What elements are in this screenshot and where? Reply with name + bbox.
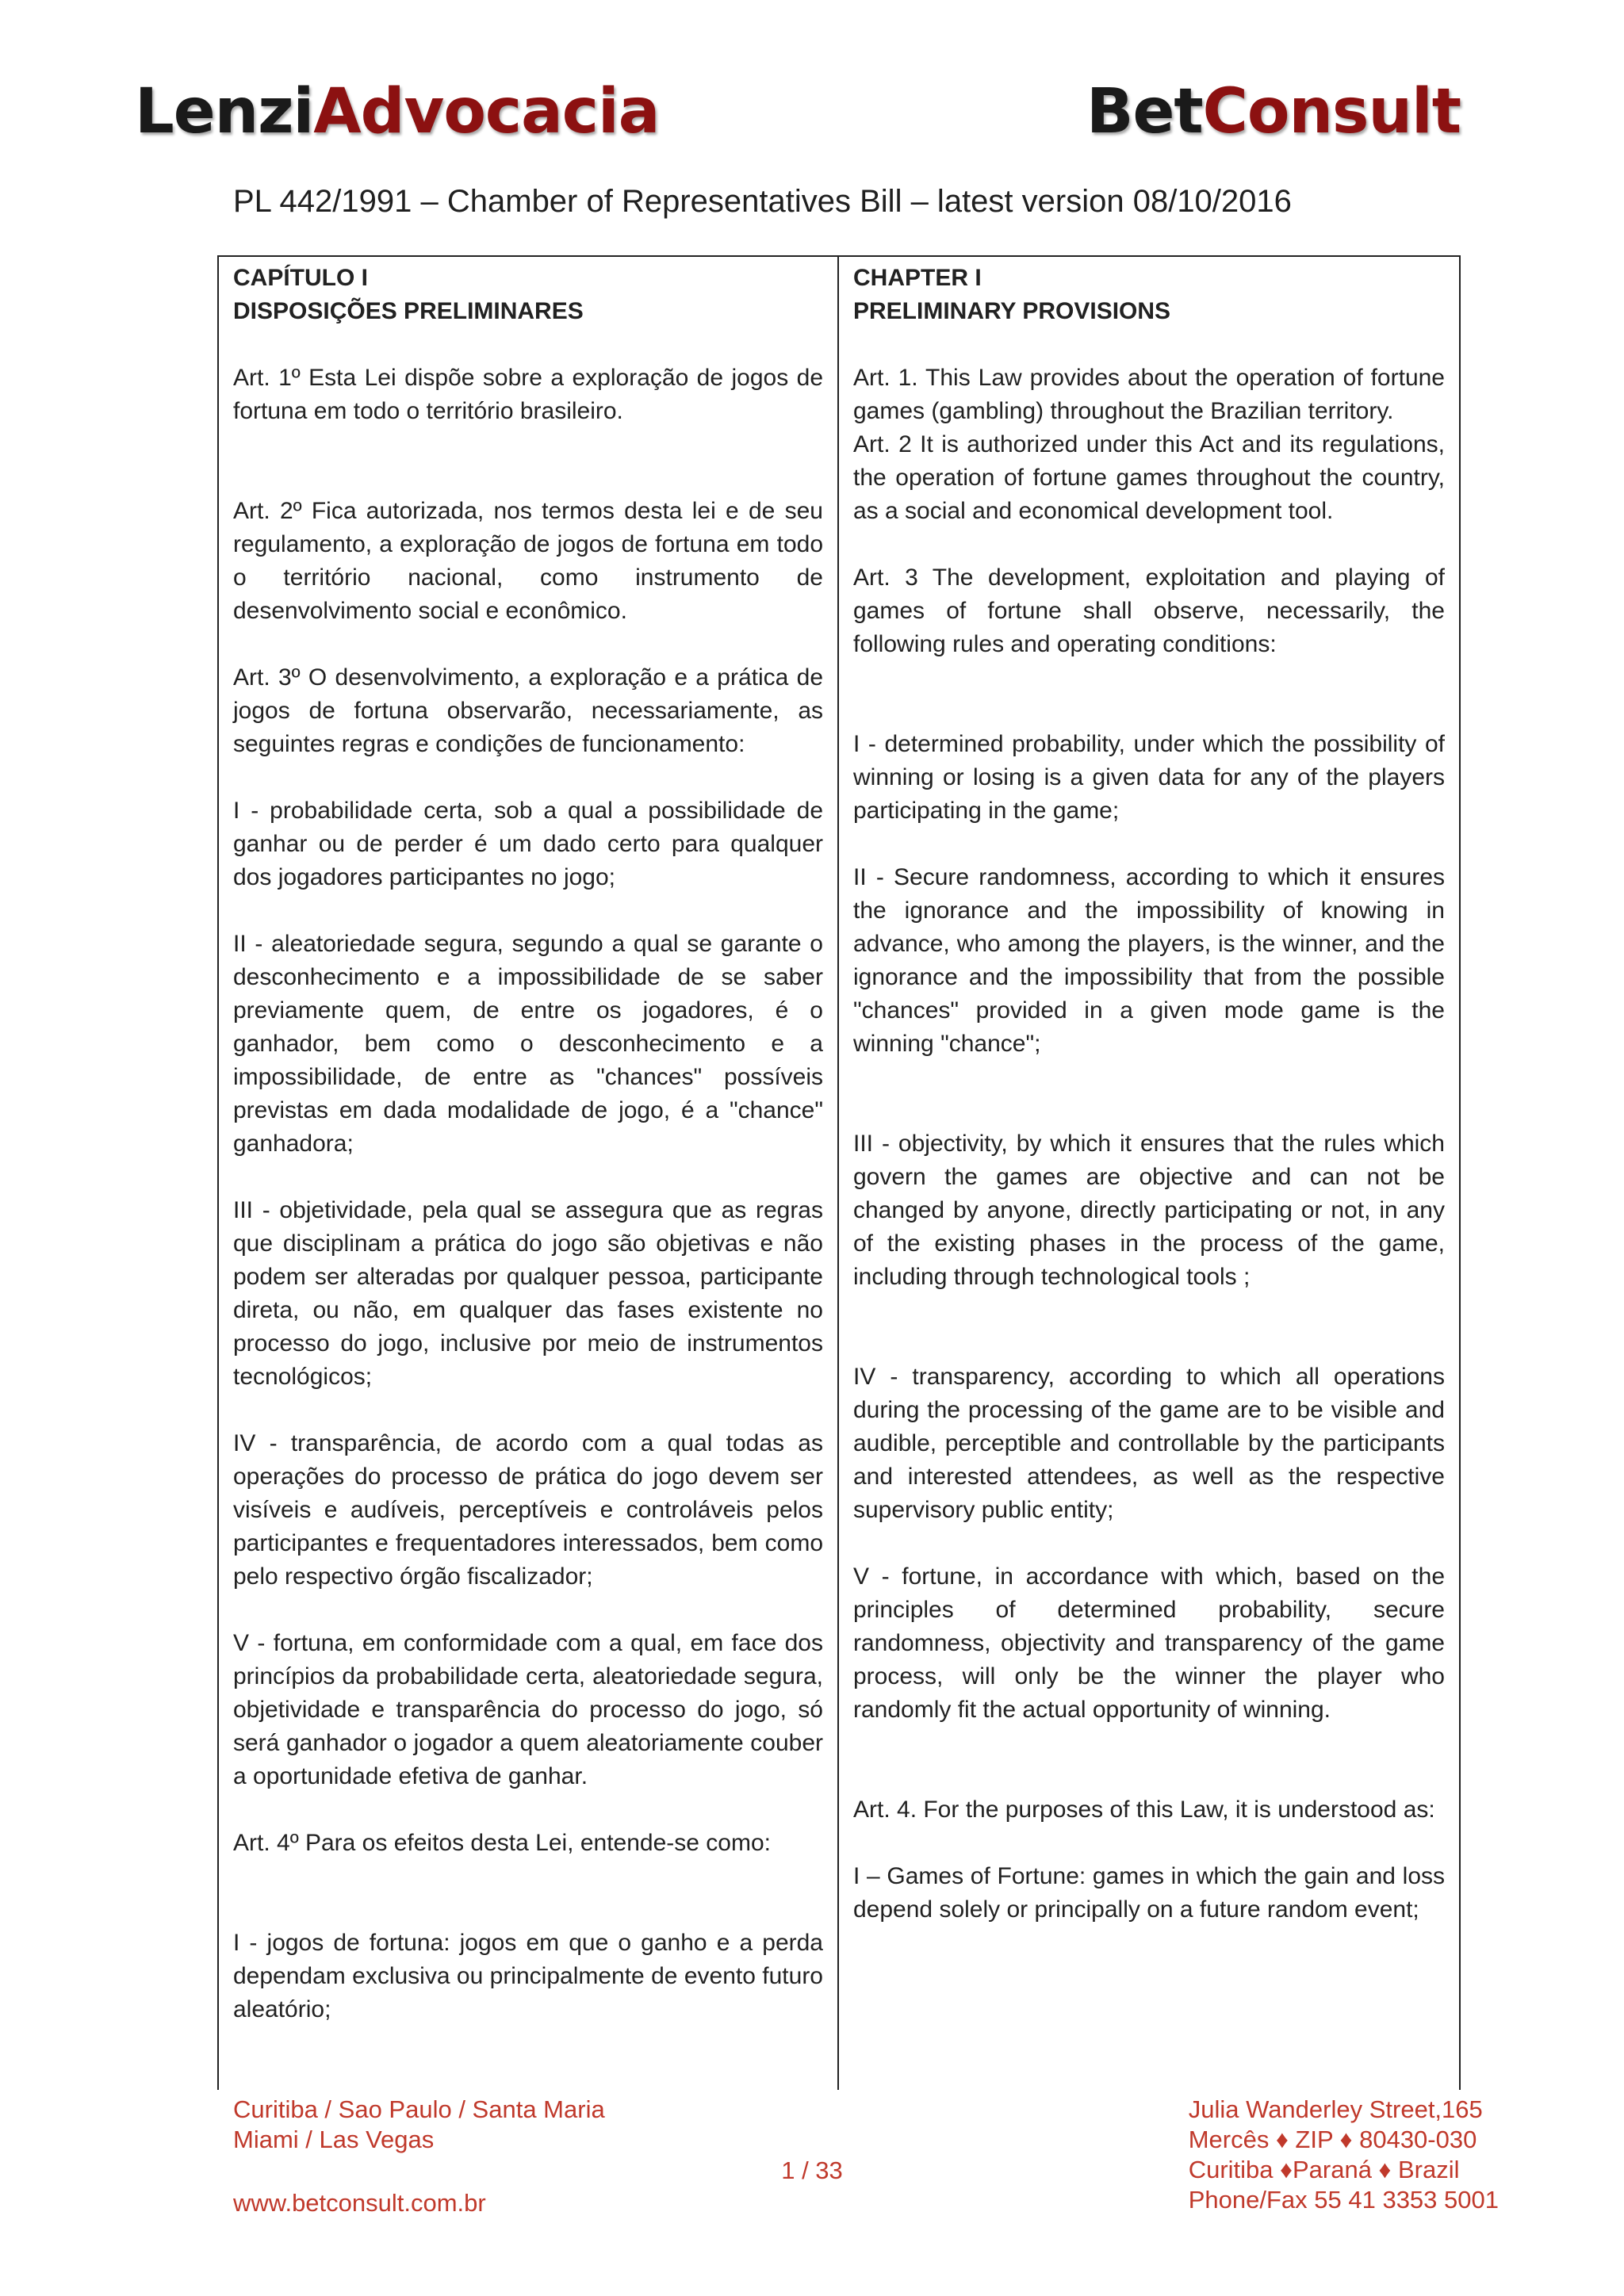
paragraph-item-ii: II - aleatoriedade segura, segundo a qual se garante o desconhecimento e a impossibilidade de se saber previamente quem, de entre os jogadores, é o ganhador, bem como o desconhecimento e a impossibilidade, de entre as "chances" possíveis previstas em dada modalidade de jogo, é a "chance" ganhadora; [233, 931, 823, 1157]
page-number: 1 / 33 [781, 2156, 843, 2184]
lenzi-advocacia-logo [135, 76, 659, 147]
logo-left-part2: Advocacia [313, 76, 660, 147]
website-link[interactable]: www.betconsult.com.br [233, 2189, 486, 2217]
chapter-subheading: DISPOSIÇÕES PRELIMINARES [233, 298, 584, 324]
footer-website[interactable] [233, 2188, 486, 2218]
paragraph-art-2: Art. 2º Fica autorizada, nos termos desta lei e de seu regulamento, a exploração de jogos de fortuna em todo o território nacional, como instrumento de desenvolvimento social e econômico. [233, 498, 823, 624]
address-line-2: Mercês ♦ ZIP ♦ 80430-030 [1188, 2126, 1477, 2153]
paragraph-art-4-item-i: I – Games of Fortune: games in which the gain and loss depend solely or principally on a future random event; [853, 1863, 1445, 1923]
footer-offices [233, 2095, 605, 2155]
paragraph-item-ii: II - Secure randomness, according to which it ensures the ignorance and the impossibility of knowing in advance, who among the players, is the winner, and the ignorance and the impossibility that from the possible "chances" provided in a given mode game is the winning "chance"; [853, 864, 1445, 1057]
paragraph-item-iv: IV - transparência, de acordo com a qual todas as operações do processo de prática do jogo devem ser visíveis e audíveis, perceptíveis e controláveis pelos participantes e frequentadores interessados, bem como pelo respectivo órgão fiscalizador; [233, 1430, 823, 1590]
bilingual-table [217, 255, 1461, 2090]
paragraph-item-i: I - probabilidade certa, sob a qual a possibilidade de ganhar ou de perder é um dado certo para qualquer dos jogadores participantes no jogo; [233, 798, 823, 890]
address-line-3: Curitiba ♦Paraná ♦ Brazil [1188, 2156, 1460, 2183]
paragraph-art-1: Art. 1º Esta Lei dispõe sobre a exploração de jogos de fortuna em todo o território brasileiro. [233, 365, 823, 424]
logo-right-part1: Bet [1086, 76, 1203, 147]
chapter-heading: CHAPTER I [853, 265, 982, 291]
footer-cities-line-2: Miami / Las Vegas [233, 2126, 435, 2153]
betconsult-logo [1086, 76, 1461, 147]
paragraph-item-v: V - fortuna, em conformidade com a qual, em face dos princípios da probabilidade certa, aleatoriedade segura, objetividade e transparência do processo do jogo, só será ganhador o jogador a quem aleatoriamente couber a oportunidade efetiva de ganhar. [233, 1630, 823, 1789]
paragraph-art-4-item-i: I - jogos de fortuna: jogos em que o ganho e a perda dependam exclusiva ou principalmente de evento futuro aleatório; [233, 1930, 823, 2022]
footer-cities-line-1: Curitiba / Sao Paulo / Santa Maria [233, 2095, 605, 2123]
paragraph-art-3: Art. 3 The development, exploitation and playing of games of fortune shall observe, necessarily, the following rules and operating conditions: [853, 564, 1445, 657]
portuguese-column [219, 257, 839, 2090]
address-line-1: Julia Wanderley Street,165 [1188, 2095, 1483, 2123]
logo-right-part2: Consult [1202, 76, 1461, 147]
paragraph-art-2: Art. 2 It is authorized under this Act and its regulations, the operation of fortune games throughout the country, as a social and economical development tool. [853, 431, 1445, 524]
chapter-heading: CAPÍTULO I [233, 265, 368, 291]
paragraph-art-4: Art. 4. For the purposes of this Law, it is understood as: [853, 1797, 1435, 1823]
logo-left-part1: Lenzi [135, 76, 314, 147]
document-title: PL 442/1991 – Chamber of Representatives Bill – latest version 08/10/2016 [233, 184, 1292, 219]
footer-address [1189, 2095, 1499, 2215]
paragraph-art-1: Art. 1. This Law provides about the operation of fortune games (gambling) throughout the Brazilian territory. [853, 365, 1445, 424]
paragraph-art-4: Art. 4º Para os efeitos desta Lei, entende-se como: [233, 1830, 772, 1856]
paragraph-item-iii: III - objetividade, pela qual se assegura que as regras que disciplinam a prática do jogo são objetivas e não podem ser alteradas por qualquer pessoa, participante direta, ou não, em qualquer das fases existente no processo do jogo, inclusive por meio de instrumentos tecnológicos; [233, 1197, 823, 1390]
paragraph-item-iv: IV - transparency, according to which all operations during the processing of the game are to be visible and audible, perceptible and controllable by the participants and interested attendees, as well as the respective supervisory public entity; [853, 1364, 1445, 1523]
paragraph-item-iii: III - objectivity, by which it ensures that the rules which govern the games are objective and can not be changed by anyone, directly participating or not, in any of the existing phases in the process of the game, including through technological tools ; [853, 1131, 1445, 1290]
english-column [839, 257, 1459, 2090]
paragraph-item-i: I - determined probability, under which the possibility of winning or losing is a given data for any of the players participating in the game; [853, 731, 1445, 824]
paragraph-art-3: Art. 3º O desenvolvimento, a exploração e a prática de jogos de fortuna observarão, necessariamente, as seguintes regras e condições de funcionamento: [233, 664, 823, 757]
paragraph-item-v: V - fortune, in accordance with which, based on the principles of determined probability, secure randomness, objectivity and transparency of the game process, will only be the winner the player who randomly fit the actual opportunity of winning. [853, 1563, 1445, 1723]
chapter-subheading: PRELIMINARY PROVISIONS [853, 298, 1171, 324]
address-line-4: Phone/Fax 55 41 3353 5001 [1188, 2186, 1499, 2214]
